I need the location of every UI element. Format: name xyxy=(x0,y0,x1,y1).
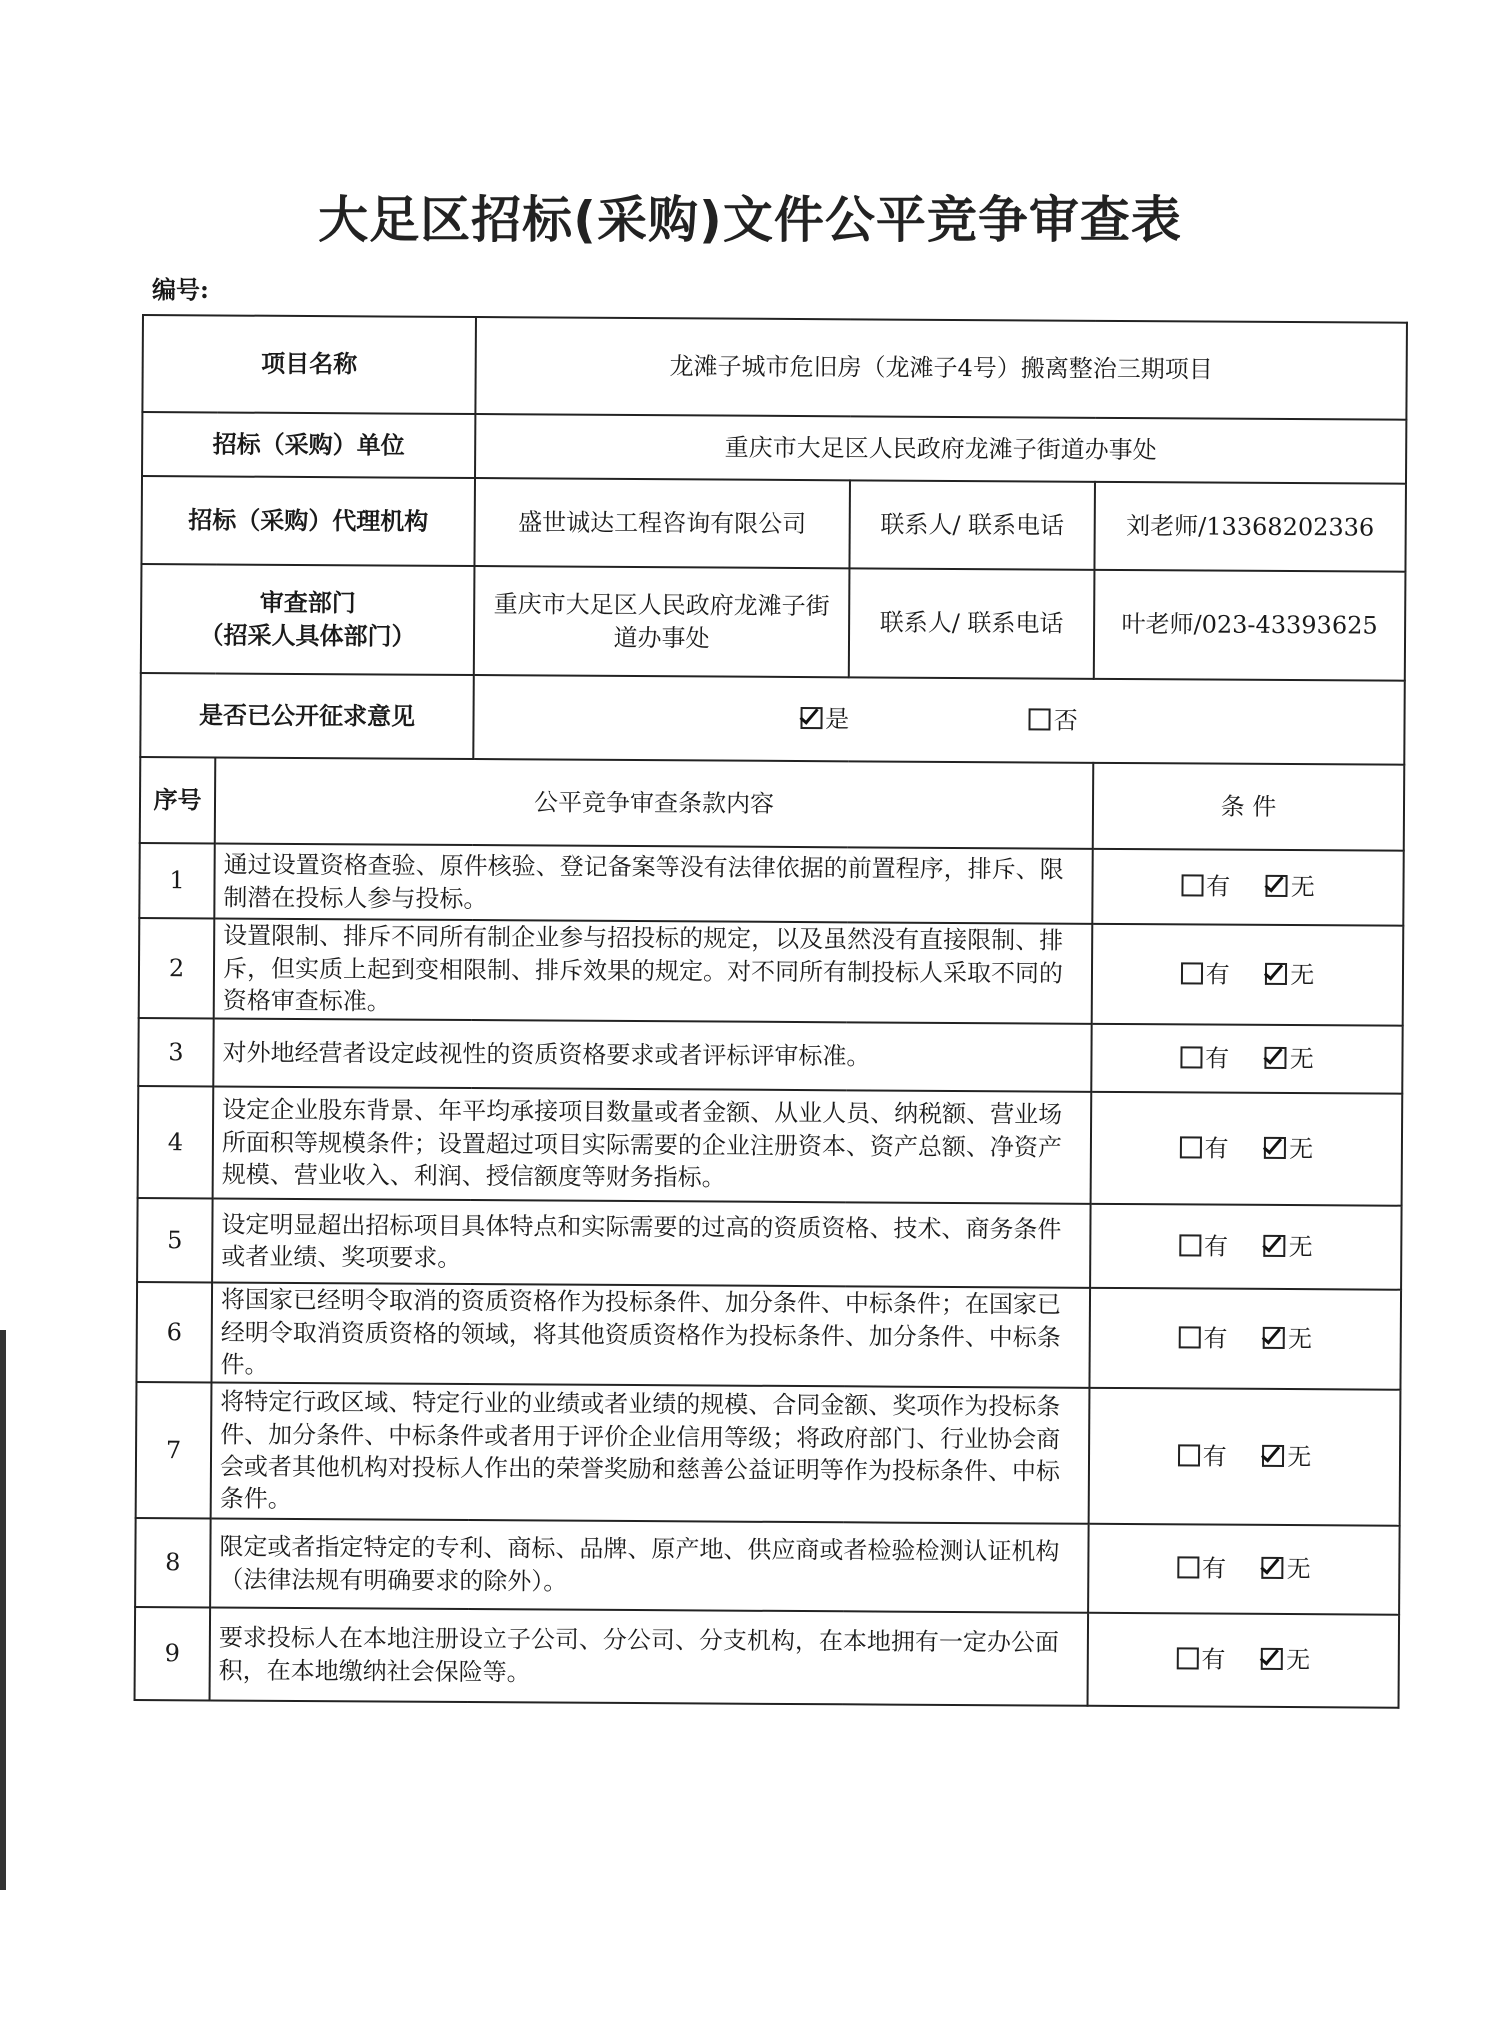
option-none[interactable] xyxy=(1263,1325,1312,1353)
scan-edge xyxy=(0,1330,6,1890)
have-label: 有 xyxy=(1201,1554,1227,1583)
checked-box-icon[interactable] xyxy=(1264,1137,1286,1159)
option-none[interactable] xyxy=(1262,1443,1311,1471)
review-contact-label: 联系人/ 联系电话 xyxy=(849,568,1095,678)
option-have[interactable] xyxy=(1176,1646,1225,1674)
clause-row xyxy=(136,1282,1401,1390)
option-have[interactable] xyxy=(1181,873,1230,901)
option-have[interactable] xyxy=(1180,1134,1229,1162)
have-label: 有 xyxy=(1203,1232,1229,1261)
empty-box-icon[interactable] xyxy=(1180,1046,1202,1068)
clause-text: 将国家已经明令取消的资质资格作为投标条件、加分条件、中标条件；在国家已经明令取消资质资格的领域，将其他资质资格作为投标条件、加分条件、中标条件。 xyxy=(211,1282,1090,1387)
option-have[interactable] xyxy=(1178,1442,1227,1470)
clause-condition xyxy=(1089,1388,1401,1526)
clause-condition xyxy=(1091,1024,1402,1094)
agency-label: 招标（采购）代理机构 xyxy=(141,476,475,566)
clause-seq: 4 xyxy=(138,1086,214,1198)
clause-row xyxy=(136,1382,1401,1526)
empty-box-icon[interactable] xyxy=(1181,962,1203,984)
clause-text: 通过设置资格查验、原件核验、登记备案等没有法律依据的前置程序，排斥、限制潜在投标人参与投标。 xyxy=(214,843,1092,923)
checked-box-icon[interactable] xyxy=(1263,1327,1285,1349)
review-dept-title: 审查部门 xyxy=(259,587,356,618)
clause-condition xyxy=(1092,849,1403,926)
checked-box-icon[interactable] xyxy=(1266,875,1288,897)
empty-box-icon[interactable] xyxy=(1180,1136,1202,1158)
clause-row xyxy=(138,1018,1402,1094)
yes-label: 是 xyxy=(825,704,850,734)
none-label: 无 xyxy=(1288,1232,1313,1261)
clause-condition xyxy=(1089,1288,1401,1390)
review-dept-subtitle: （招采人具体部门） xyxy=(199,619,416,651)
clause-row xyxy=(135,1518,1400,1615)
clause-seq: 6 xyxy=(136,1282,212,1382)
clause-seq: 1 xyxy=(139,843,214,918)
checked-box-icon[interactable] xyxy=(1261,1648,1283,1670)
review-dept: 重庆市大足区人民政府龙滩子街道办事处 xyxy=(474,566,850,677)
option-have[interactable] xyxy=(1181,960,1230,988)
clause-seq: 9 xyxy=(135,1607,211,1700)
empty-box-icon[interactable] xyxy=(1178,1326,1200,1348)
none-label: 无 xyxy=(1290,873,1315,902)
option-none[interactable] xyxy=(1264,1233,1313,1261)
clause-seq: 8 xyxy=(135,1518,211,1607)
option-have[interactable] xyxy=(1180,1044,1229,1072)
clause-text: 对外地经营者设定歧视性的资质资格要求或者评标评审标准。 xyxy=(213,1018,1091,1091)
clause-text: 设置限制、排斥不同所有制企业参与招投标的规定，以及虽然没有直接限制、排斥，但实质上起到变相限制、排斥效果的规定。对不同所有制投标人采取不同的资格审查标准。 xyxy=(214,918,1093,1023)
clause-seq: 3 xyxy=(138,1018,213,1086)
agency: 盛世诚达工程咨询有限公司 xyxy=(474,478,850,568)
review-contact: 叶老师/023-43393625 xyxy=(1094,570,1406,681)
empty-box-icon[interactable] xyxy=(1029,708,1051,730)
no-label: 否 xyxy=(1053,706,1078,735)
doc-number-label: 编号: xyxy=(152,275,209,304)
clause-text: 限定或者指定特定的专利、商标、品牌、原产地、供应商或者检验检测认证机构（法律法规有明确要求的除外）。 xyxy=(210,1518,1089,1612)
review-dept-label xyxy=(141,564,475,675)
option-have[interactable] xyxy=(1177,1555,1226,1583)
clause-condition xyxy=(1092,924,1404,1026)
clause-text: 将特定行政区域、特定行业的业绩或者业绩的规模、合同金额、奖项作为投标条件、加分条件、中标条件或者用于评价企业信用等级；将政府部门、行业协会商会或者其他机构对投标人作出的荣誉奖励和慈善公益证明等作为投标条件、中标条件。 xyxy=(211,1382,1090,1523)
clause-text: 设定明显超出招标项目具体特点和实际需要的过高的资质资格、技术、商务条件或者业绩、奖项要求。 xyxy=(212,1198,1090,1287)
option-none[interactable] xyxy=(1265,1045,1314,1073)
none-label: 无 xyxy=(1286,1646,1311,1675)
condition-header: 条 件 xyxy=(1093,763,1405,851)
seq-header: 序号 xyxy=(140,757,216,843)
option-have[interactable] xyxy=(1178,1324,1227,1352)
none-label: 无 xyxy=(1290,960,1315,989)
option-none[interactable] xyxy=(1262,1555,1311,1583)
clause-condition xyxy=(1091,1092,1403,1206)
clause-row xyxy=(137,1198,1401,1290)
project-name-label: 项目名称 xyxy=(142,315,476,414)
empty-box-icon[interactable] xyxy=(1177,1557,1199,1579)
public-no-option[interactable] xyxy=(1029,706,1078,734)
have-label: 有 xyxy=(1204,1134,1229,1163)
clause-row xyxy=(138,1086,1403,1206)
none-label: 无 xyxy=(1286,1555,1311,1584)
empty-box-icon[interactable] xyxy=(1179,1234,1201,1256)
clause-seq: 2 xyxy=(139,918,215,1018)
public-opinion-label: 是否已公开征求意见 xyxy=(140,673,474,759)
option-none[interactable] xyxy=(1261,1646,1310,1674)
clause-row xyxy=(135,1607,1400,1708)
clause-condition xyxy=(1088,1524,1400,1615)
checked-box-icon[interactable] xyxy=(1262,1445,1284,1467)
public-opinion-options xyxy=(473,675,1404,765)
agency-contact-label: 联系人/ 联系电话 xyxy=(849,480,1095,569)
option-none[interactable] xyxy=(1265,961,1314,989)
clause-text: 要求投标人在本地注册设立子公司、分公司、分支机构，在本地拥有一定办公面积，在本地缴纳社会保险等。 xyxy=(210,1607,1089,1705)
checked-box-icon[interactable] xyxy=(1264,1235,1286,1257)
review-table xyxy=(134,314,1408,1709)
none-label: 无 xyxy=(1287,1324,1313,1353)
have-label: 有 xyxy=(1202,1442,1227,1471)
clause-text: 设定企业股东背景、年平均承接项目数量或者金额、从业人员、纳税额、营业场所面积等规模条件；设置超过项目实际需要的企业注册资本、资产总额、净资产规模、营业收入、利润、授信额度等财务指标。 xyxy=(213,1086,1092,1203)
agency-contact: 刘老师/13368202336 xyxy=(1094,482,1406,572)
checked-box-icon[interactable] xyxy=(1262,1557,1284,1579)
checked-box-icon[interactable] xyxy=(800,707,822,729)
clause-row xyxy=(139,918,1404,1026)
none-label: 无 xyxy=(1289,1134,1314,1163)
have-label: 有 xyxy=(1201,1645,1226,1674)
empty-box-icon[interactable] xyxy=(1181,875,1203,897)
have-label: 有 xyxy=(1203,1324,1228,1353)
form-title: 大足区招标(采购)文件公平竞争审查表 xyxy=(318,191,1182,249)
option-have[interactable] xyxy=(1179,1232,1228,1260)
clause-seq: 7 xyxy=(136,1382,212,1518)
none-label: 无 xyxy=(1289,1044,1314,1073)
clause-seq: 5 xyxy=(137,1198,213,1282)
none-label: 无 xyxy=(1287,1442,1312,1471)
content-header: 公平竞争审查条款内容 xyxy=(215,757,1094,848)
have-label: 有 xyxy=(1205,1044,1230,1073)
empty-box-icon[interactable] xyxy=(1178,1444,1200,1466)
have-label: 有 xyxy=(1205,960,1230,989)
clause-condition xyxy=(1088,1613,1400,1708)
empty-box-icon[interactable] xyxy=(1176,1648,1198,1670)
tender-unit: 重庆市大足区人民政府龙滩子街道办事处 xyxy=(475,414,1406,484)
tender-unit-label: 招标（采购）单位 xyxy=(142,412,475,478)
checked-box-icon[interactable] xyxy=(1265,1047,1287,1069)
clause-condition xyxy=(1090,1204,1402,1290)
option-none[interactable] xyxy=(1264,1135,1313,1163)
clause-row xyxy=(139,843,1403,926)
project-name: 龙滩子城市危旧房（龙滩子4号）搬离整治三期项目 xyxy=(475,317,1407,420)
have-label: 有 xyxy=(1206,872,1231,901)
checked-box-icon[interactable] xyxy=(1265,963,1287,985)
public-yes-option[interactable] xyxy=(800,705,849,733)
option-none[interactable] xyxy=(1266,873,1315,901)
